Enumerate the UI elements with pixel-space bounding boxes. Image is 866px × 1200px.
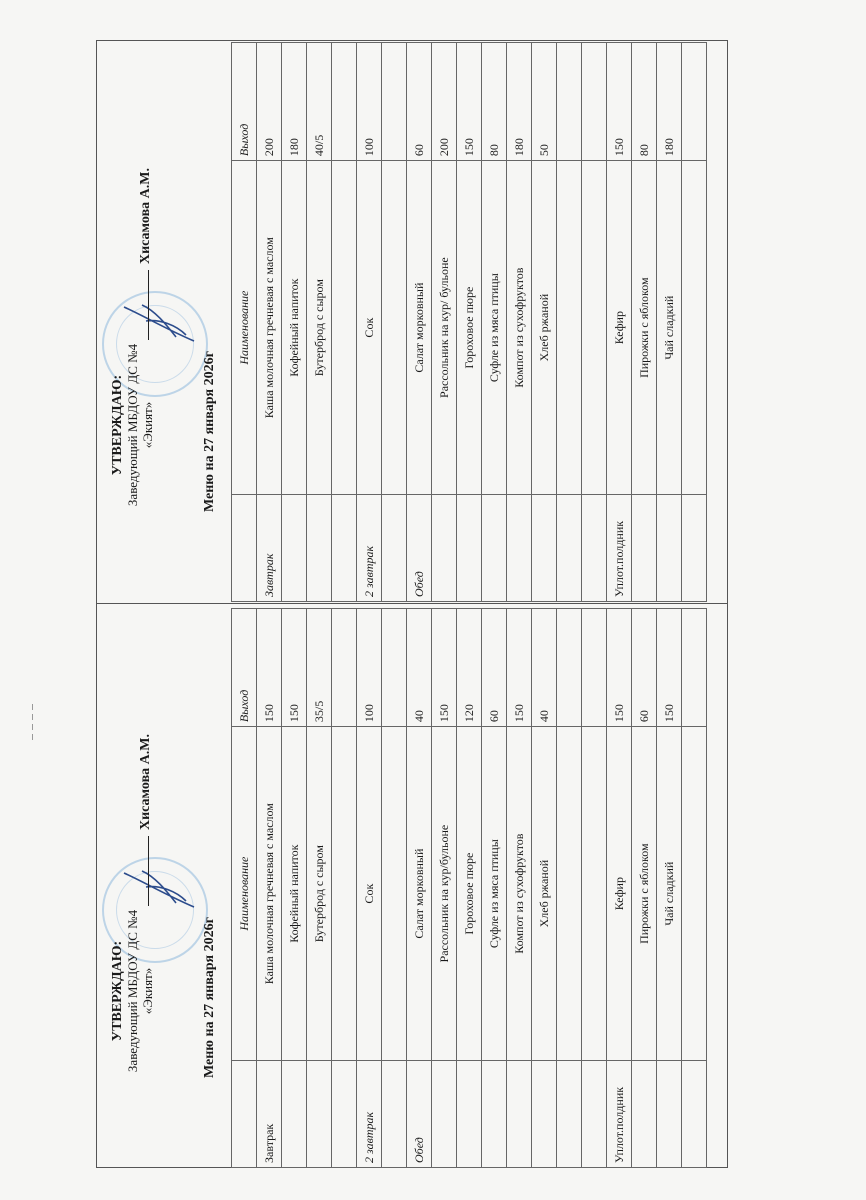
table-row: [457, 43, 482, 602]
dish-cell: Салат морковный: [407, 161, 432, 495]
table-row: [682, 43, 707, 602]
table-row: [657, 43, 682, 602]
meal-cell: [632, 1061, 657, 1168]
output-cell: 60: [482, 609, 507, 727]
output-cell: [582, 43, 607, 161]
dish-cell: [332, 161, 357, 495]
dish-cell: Бутерброд с сыром: [307, 161, 332, 495]
meal-cell: [382, 1061, 407, 1168]
column-header-name: Наименование: [232, 727, 257, 1061]
column-header-meal: [232, 1061, 257, 1168]
output-cell: [557, 609, 582, 727]
signatory-name: Хисамова А.М.: [138, 168, 153, 264]
signature-line: [138, 734, 154, 906]
dish-cell: Гороховое пюре: [457, 727, 482, 1061]
table-row: [457, 609, 482, 1168]
output-cell: [382, 43, 407, 161]
signatory-name: Хисамова А.М.: [138, 734, 153, 830]
dish-cell: Бутерброд с сыром: [307, 727, 332, 1061]
dish-cell: [582, 161, 607, 495]
table-row: [607, 609, 632, 1168]
output-cell: 80: [632, 43, 657, 161]
table-row: [582, 43, 607, 602]
menu-table: [231, 608, 707, 1168]
output-cell: 40: [407, 609, 432, 727]
meal-cell: Обед: [407, 495, 432, 602]
output-cell: 80: [482, 43, 507, 161]
table-header-row: [232, 43, 257, 602]
meal-cell: Уплот.полдник: [607, 495, 632, 602]
menu-sheet-b: [98, 42, 728, 602]
meal-cell: [457, 495, 482, 602]
approval-position: Заведующий МБДОУ ДС №4: [125, 343, 140, 507]
dish-cell: Рассольник на кур/ бульоне: [432, 161, 457, 495]
table-row: [357, 43, 382, 602]
meal-cell: [432, 495, 457, 602]
column-header-output: Выход: [232, 43, 257, 161]
table-row: [507, 43, 532, 602]
table-row: [332, 609, 357, 1168]
approval-header: [98, 42, 231, 602]
meal-cell: Обед: [407, 1061, 432, 1168]
dish-cell: Кофейный напиток: [282, 161, 307, 495]
table-row: [307, 43, 332, 602]
meal-cell: 2 завтрак: [357, 495, 382, 602]
dish-cell: Чай сладкий: [657, 161, 682, 495]
meal-cell: [332, 1061, 357, 1168]
column-header-output: Выход: [232, 609, 257, 727]
output-cell: [332, 609, 357, 727]
output-cell: 40: [532, 609, 557, 727]
output-cell: 150: [257, 609, 282, 727]
dish-cell: [682, 727, 707, 1061]
approval-org: «Экият»: [140, 401, 155, 449]
meal-cell: [582, 495, 607, 602]
table-row: [482, 43, 507, 602]
meal-cell: Завтрак: [257, 1061, 282, 1168]
dish-cell: Гороховое пюре: [457, 161, 482, 495]
dish-cell: Сок: [357, 161, 382, 495]
meal-cell: 2 завтрак: [357, 1061, 382, 1168]
table-row: [607, 43, 632, 602]
signature-line: [138, 168, 154, 340]
output-cell: 180: [282, 43, 307, 161]
sheet-divider: [96, 603, 728, 604]
table-row: [557, 43, 582, 602]
output-cell: [382, 609, 407, 727]
dish-cell: [557, 161, 582, 495]
dish-cell: Пирожки с яблоком: [632, 161, 657, 495]
output-cell: [682, 43, 707, 161]
dish-cell: Сок: [357, 727, 382, 1061]
meal-cell: [507, 1061, 532, 1168]
meal-cell: [557, 495, 582, 602]
table-row: [532, 609, 557, 1168]
approval-header: [98, 608, 231, 1168]
meal-cell: Уплот.полдник: [607, 1061, 632, 1168]
meal-cell: [282, 495, 307, 602]
table-row: [307, 609, 332, 1168]
meal-cell: [657, 1061, 682, 1168]
dish-cell: Чай сладкий: [657, 727, 682, 1061]
output-cell: [682, 609, 707, 727]
output-cell: 150: [457, 43, 482, 161]
output-cell: 100: [357, 609, 382, 727]
approval-position: Заведующий МБДОУ ДС №4: [125, 909, 140, 1073]
column-header-meal: [232, 495, 257, 602]
table-row: [532, 43, 557, 602]
table-row: [507, 609, 532, 1168]
table-row: [382, 43, 407, 602]
dish-cell: [682, 161, 707, 495]
dish-cell: Салат морковный: [407, 727, 432, 1061]
table-row: [332, 43, 357, 602]
meal-cell: [382, 495, 407, 602]
table-row: [432, 609, 457, 1168]
menu-date-title: Меню на 27 января 2026г: [202, 351, 217, 512]
table-row: [282, 609, 307, 1168]
menu-table: [231, 42, 707, 602]
punch-marks: [30, 700, 36, 820]
dish-cell: Кефир: [607, 727, 632, 1061]
output-cell: [332, 43, 357, 161]
dish-cell: Суфле из мяса птицы: [482, 727, 507, 1061]
table-row: [632, 609, 657, 1168]
output-cell: [557, 43, 582, 161]
approval-title: УТВЕРЖДАЮ:: [110, 374, 125, 476]
dish-cell: Пирожки с яблоком: [632, 727, 657, 1061]
approval-title: УТВЕРЖДАЮ:: [110, 940, 125, 1042]
output-cell: 150: [282, 609, 307, 727]
meal-cell: [532, 1061, 557, 1168]
menu-sheet-a: [98, 608, 728, 1168]
dish-cell: Рассольник на кур/бульоне: [432, 727, 457, 1061]
table-row: [282, 43, 307, 602]
output-cell: 150: [507, 609, 532, 727]
meal-cell: [432, 1061, 457, 1168]
approval-org: «Экият»: [140, 967, 155, 1015]
meal-cell: [457, 1061, 482, 1168]
table-row: [657, 609, 682, 1168]
meal-cell: Завтрак: [257, 495, 282, 602]
dish-cell: Компот из сухофруктов: [507, 727, 532, 1061]
signature-underline: [148, 836, 149, 906]
meal-cell: [507, 495, 532, 602]
table-row: [482, 609, 507, 1168]
table-row: [257, 609, 282, 1168]
dish-cell: Хлеб ржаной: [532, 727, 557, 1061]
meal-cell: [657, 495, 682, 602]
dish-cell: Каша молочная гречневая с маслом: [257, 161, 282, 495]
table-row: [257, 43, 282, 602]
table-header-row: [232, 609, 257, 1168]
table-row: [557, 609, 582, 1168]
meal-cell: [307, 1061, 332, 1168]
table-row: [407, 43, 432, 602]
table-row: [407, 609, 432, 1168]
meal-cell: [332, 495, 357, 602]
dish-cell: [557, 727, 582, 1061]
table-row: [632, 43, 657, 602]
dish-cell: [582, 727, 607, 1061]
dish-cell: Кофейный напиток: [282, 727, 307, 1061]
output-cell: [582, 609, 607, 727]
dish-cell: [382, 161, 407, 495]
menu-date-title: Меню на 27 января 2026г: [202, 917, 217, 1078]
signature-underline: [148, 270, 149, 340]
output-cell: 40/5: [307, 43, 332, 161]
table-row: [357, 609, 382, 1168]
table-row: [682, 609, 707, 1168]
output-cell: 180: [657, 43, 682, 161]
meal-cell: [307, 495, 332, 602]
table-row: [382, 609, 407, 1168]
output-cell: 120: [457, 609, 482, 727]
output-cell: 150: [607, 609, 632, 727]
output-cell: 200: [257, 43, 282, 161]
output-cell: 35/5: [307, 609, 332, 727]
meal-cell: [282, 1061, 307, 1168]
meal-cell: [682, 1061, 707, 1168]
output-cell: 180: [507, 43, 532, 161]
dish-cell: Каша молочная гречневая с маслом: [257, 727, 282, 1061]
column-header-name: Наименование: [232, 161, 257, 495]
output-cell: 50: [532, 43, 557, 161]
meal-cell: [682, 495, 707, 602]
output-cell: 60: [407, 43, 432, 161]
dish-cell: [332, 727, 357, 1061]
output-cell: 150: [607, 43, 632, 161]
meal-cell: [532, 495, 557, 602]
table-row: [432, 43, 457, 602]
table-row: [582, 609, 607, 1168]
dish-cell: Компот из сухофруктов: [507, 161, 532, 495]
dish-cell: Кефир: [607, 161, 632, 495]
dish-cell: Суфле из мяса птицы: [482, 161, 507, 495]
meal-cell: [582, 1061, 607, 1168]
output-cell: 100: [357, 43, 382, 161]
dish-cell: Хлеб ржаной: [532, 161, 557, 495]
meal-cell: [632, 495, 657, 602]
output-cell: 60: [632, 609, 657, 727]
dish-cell: [382, 727, 407, 1061]
meal-cell: [482, 495, 507, 602]
output-cell: 200: [432, 43, 457, 161]
meal-cell: [482, 1061, 507, 1168]
output-cell: 150: [432, 609, 457, 727]
meal-cell: [557, 1061, 582, 1168]
output-cell: 150: [657, 609, 682, 727]
